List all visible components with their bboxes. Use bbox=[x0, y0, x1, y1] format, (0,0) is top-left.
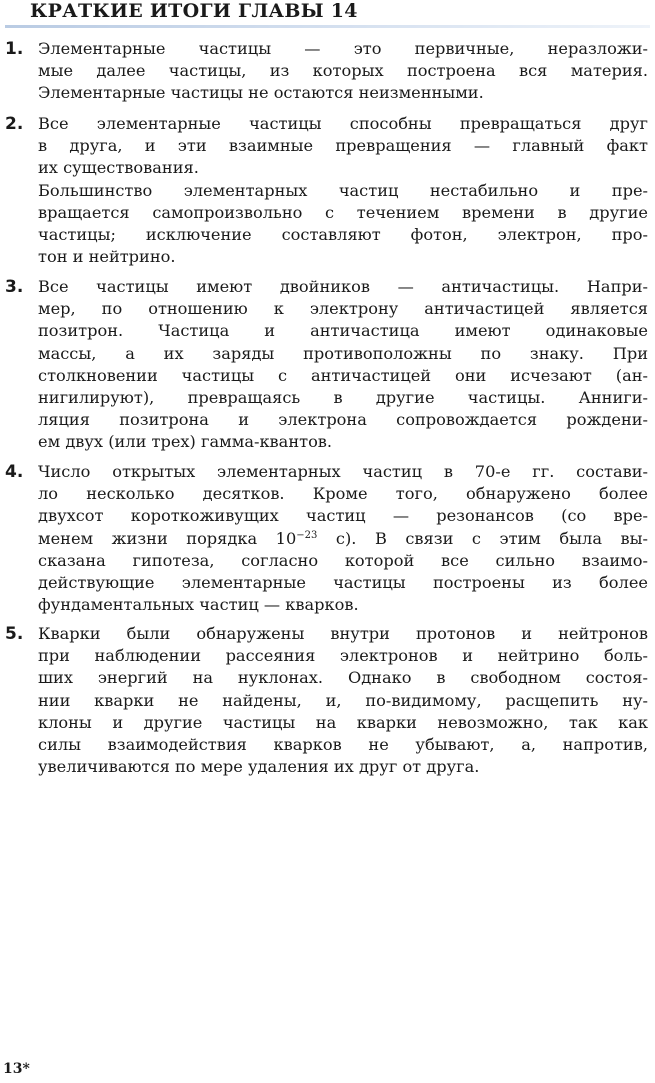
item-text-line: столкновении частицы с античастицей они исчезают (ан- bbox=[38, 365, 648, 385]
item-text-line: позитрон. Частица и античастица имеют одинаковые bbox=[38, 321, 648, 341]
item-text-line: действующие элементарные частицы построены из более bbox=[38, 573, 648, 592]
chapter-summary-title: КРАТКИЕ ИТОГИ ГЛАВЫ 14 bbox=[30, 0, 358, 22]
item-text-line: частицы; исключение составляют фотон, электрон, про- bbox=[38, 225, 648, 244]
item-text-line: Кварки были обнаружены внутри протонов и нейтронов bbox=[38, 624, 648, 643]
text-segment: менем жизни порядка 10 bbox=[38, 528, 297, 548]
title-underline bbox=[5, 25, 650, 28]
item-text-line: ляция позитрона и электрона сопровождается рождени- bbox=[38, 410, 648, 430]
item-text-line: ло несколько десятков. Кроме того, обнаружено более bbox=[38, 484, 648, 504]
item-text-line: массы, а их заряды противоположны по знаку. При bbox=[38, 343, 648, 363]
item-text-line: сказана гипотеза, согласно которой все сильно взаимо- bbox=[38, 550, 648, 570]
item-text-line: ем двух (или трех) гамма-квантов. bbox=[38, 432, 333, 452]
item-text-line: нии кварки не найдены, и, по-видимому, расщепить ну- bbox=[38, 690, 648, 710]
item-number: 1. bbox=[5, 39, 24, 59]
item-text-line: нигилируют), превращаясь в другие частицы. Анниги- bbox=[38, 388, 648, 407]
item-text-line: ших энергий на нуклонах. Однако в свободном состоя- bbox=[38, 668, 648, 688]
item-text-line: клоны и другие частицы на кварки невозможно, так как bbox=[38, 712, 648, 732]
item-text-line: тон и нейтрино. bbox=[38, 247, 176, 267]
item-text-line: Большинство элементарных частиц нестабильно и пре- bbox=[38, 180, 648, 200]
page-number: 13* bbox=[3, 1061, 30, 1077]
item-text-line: в друга, и эти взаимные превращения — главный факт bbox=[38, 136, 648, 156]
item-text-line: при наблюдении рассеяния электронов и нейтрино боль- bbox=[38, 646, 648, 666]
item-text-line: силы взаимодействия кварков не убывают, а, напротив, bbox=[38, 735, 648, 754]
item-text-line: вращается самопроизвольно с течением времени в другие bbox=[38, 202, 648, 222]
item-number: 4. bbox=[5, 462, 24, 482]
item-text-line: Все элементарные частицы способны превращаться друг bbox=[38, 114, 648, 133]
item-text-line: Элементарные частицы — это первичные, неразложи- bbox=[38, 39, 648, 58]
item-text-line: Все частицы имеют двойников — античастицы. Напри- bbox=[38, 277, 648, 296]
item-text-line bbox=[38, 528, 648, 550]
item-text-line: увеличиваются по мере удаления их друг от друга. bbox=[38, 757, 480, 777]
item-number: 5. bbox=[5, 624, 24, 644]
item-number: 3. bbox=[5, 277, 24, 297]
exponent: −23 bbox=[296, 529, 318, 541]
item-text-line: их существования. bbox=[38, 158, 199, 178]
item-text-line: фундаментальных частиц — кварков. bbox=[38, 595, 359, 615]
item-number: 2. bbox=[5, 114, 24, 134]
item-text-line: Элементарные частицы не остаются неизменными. bbox=[38, 83, 484, 103]
item-text-line: двухсот короткоживущих частиц — резонансов (со вре- bbox=[38, 506, 648, 526]
item-text-line: Число открытых элементарных частиц в 70-е гг. состави- bbox=[38, 462, 648, 481]
item-text-line: мые далее частицы, из которых построена вся материя. bbox=[38, 61, 648, 81]
item-text-line: мер, по отношению к электрону античастицей является bbox=[38, 299, 648, 319]
text-segment: с). В связи с этим была вы- bbox=[317, 528, 648, 548]
